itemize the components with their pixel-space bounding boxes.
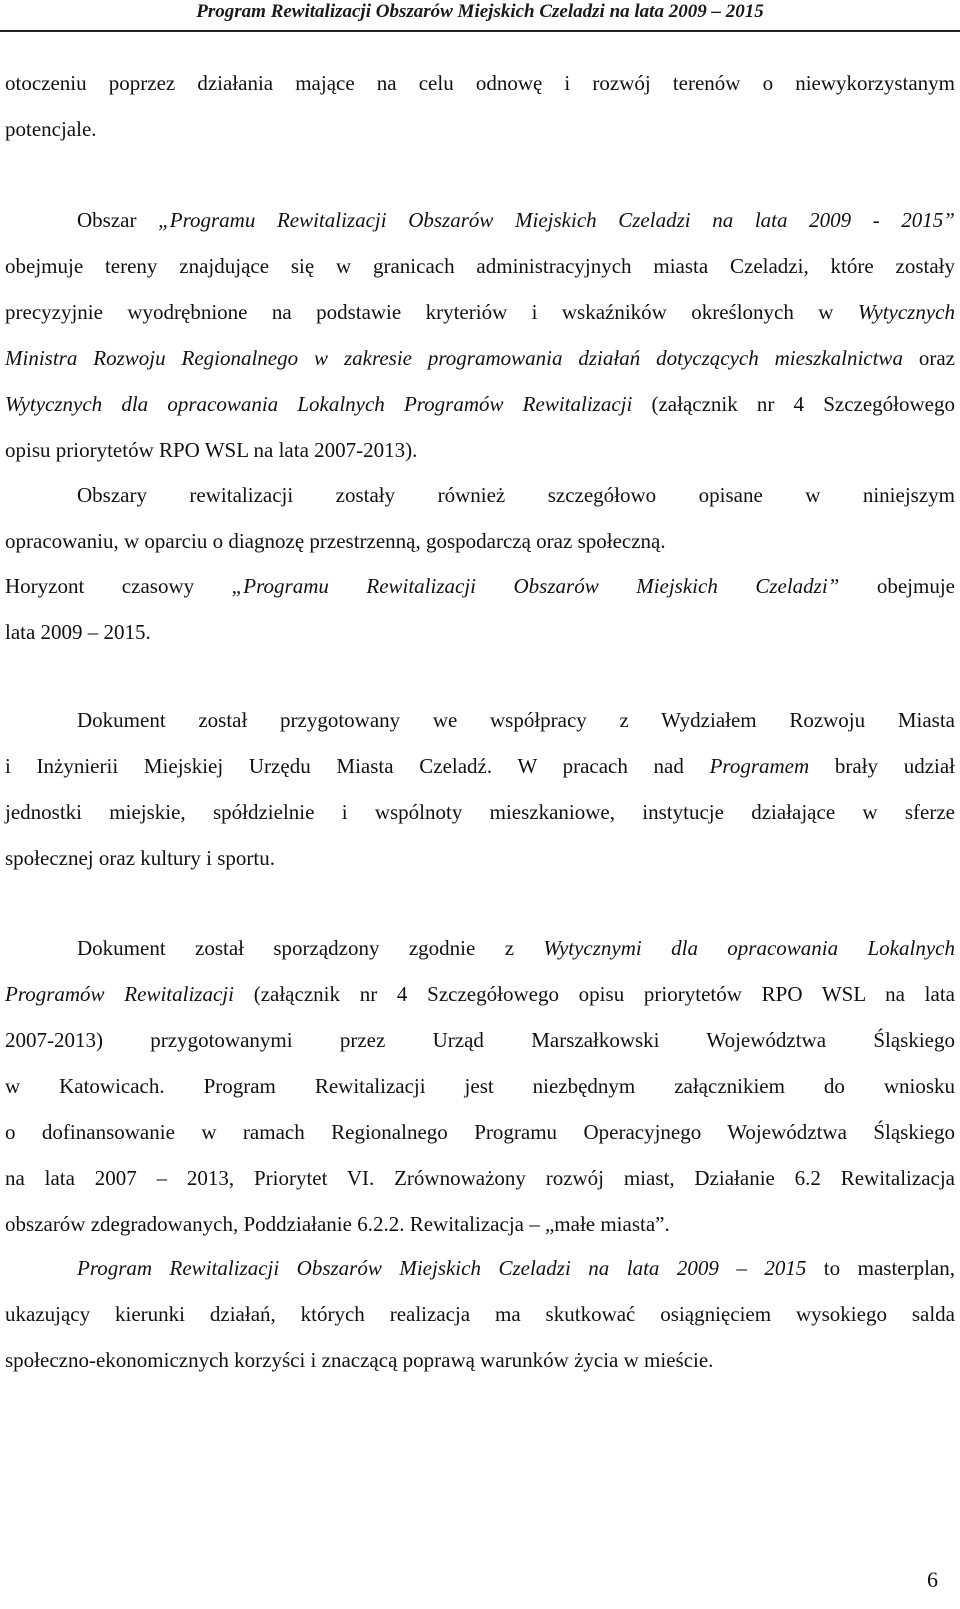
text-line: Wytycznych dla opracowania Lokalnych Programów Rewitalizacji (załącznik nr 4 Szczegółowego	[5, 392, 955, 416]
text-line: lata 2009 – 2015.	[5, 620, 151, 644]
program-title-italic: „Programu Rewitalizacji Obszarów Miejskich Czeladzi na lata 2009 - 2015”	[158, 208, 955, 232]
text-line: Dokument został przygotowany we współpracy z Wydziałem Rozwoju Miasta	[77, 708, 955, 732]
text-line: ukazujący kierunki działań, których realizacja ma skutkować osiągnięciem wysokiego salda	[5, 1302, 955, 1326]
text-line: o dofinansowanie w ramach Regionalnego Programu Operacyjnego Województwa Śląskiego	[5, 1120, 955, 1144]
text-line: obszarów zdegradowanych, Poddziałanie 6.2.2. Rewitalizacja – „małe miasta”.	[5, 1212, 670, 1236]
paragraph-description	[5, 472, 955, 564]
text-line: Obszary rewitalizacji zostały również szczegółowo opisane w niniejszym	[77, 483, 955, 507]
text-line: na lata 2007 – 2013, Priorytet VI. Zrównoważony rozwój miast, Działanie 6.2 Rewitalizacja	[5, 1166, 955, 1190]
paragraph-time-horizon	[5, 563, 955, 655]
text-line: otoczeniu poprzez działania mające na celu odnowę i rozwój terenów o niewykorzystanym	[5, 71, 955, 95]
running-header: Program Rewitalizacji Obszarów Miejskich Czeladzi na lata 2009 – 2015	[196, 1, 764, 22]
text-line: społeczno-ekonomicznych korzyści i znaczącą poprawą warunków życia w mieście.	[5, 1348, 714, 1372]
text-line: opracowaniu, w oparciu o diagnozę przestrzenną, gospodarczą oraz społeczną.	[5, 529, 666, 553]
text-line: precyzyjnie wyodrębnione na podstawie kryteriów i wskaźników określonych w Wytycznych	[5, 300, 955, 324]
paragraph-masterplan	[5, 1245, 955, 1383]
text-line: Program Rewitalizacji Obszarów Miejskich Czeladzi na lata 2009 – 2015 to masterplan,	[77, 1256, 955, 1280]
text-line: Ministra Rozwoju Regionalnego w zakresie programowania działań dotyczących mieszkalnictwa oraz	[5, 346, 955, 370]
text-line: Obszar „Programu Rewitalizacji Obszarów Miejskich Czeladzi na lata 2009 - 2015”	[77, 208, 955, 232]
header-rule	[0, 30, 960, 32]
text-line: jednostki miejskie, spółdzielnie i wspólnoty mieszkaniowe, instytucje działające w sferze	[5, 800, 955, 824]
paragraph-continuation	[5, 60, 955, 152]
text-line: Dokument został sporządzony zgodnie z Wytycznymi dla opracowania Lokalnych	[77, 936, 955, 960]
paragraph-guidelines	[5, 925, 955, 1247]
text-line: Programów Rewitalizacji (załącznik nr 4 Szczegółowego opisu priorytetów RPO WSL na lata	[5, 982, 955, 1006]
page-number: 6	[927, 1567, 938, 1592]
text-line: opisu priorytetów RPO WSL na lata 2007-2013).	[5, 438, 418, 462]
text-line: społecznej oraz kultury i sportu.	[5, 846, 276, 870]
text-line: w Katowicach. Program Rewitalizacji jest niezbędnym załącznikiem do wniosku	[5, 1074, 955, 1098]
paragraph-area-scope	[5, 197, 955, 473]
text-line: 2007-2013) przygotowanymi przez Urząd Marszałkowski Województwa Śląskiego	[5, 1028, 955, 1052]
text-line: Horyzont czasowy „Programu Rewitalizacji Obszarów Miejskich Czeladzi” obejmuje	[5, 574, 956, 598]
paragraph-cooperation	[5, 697, 955, 881]
text-line: i Inżynierii Miejskiej Urzędu Miasta Czeladź. W pracach nad Programem brały udział	[5, 754, 956, 778]
text-line: potencjale.	[5, 117, 97, 141]
text-line: obejmuje tereny znajdujące się w granicach administracyjnych miasta Czeladzi, które zostały	[5, 254, 955, 278]
